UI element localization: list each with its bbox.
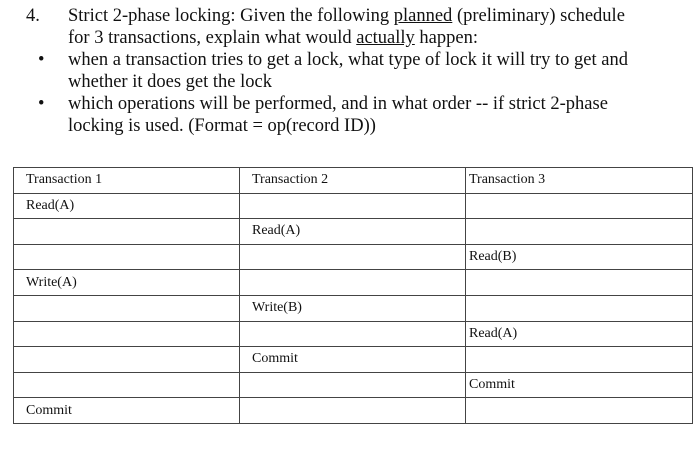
table-cell	[466, 219, 693, 245]
intro-line2-text-2: happen:	[414, 28, 478, 48]
table-cell	[240, 372, 466, 398]
bullet-icon: •	[38, 50, 45, 70]
table-cell	[14, 372, 240, 398]
table-row	[14, 398, 693, 424]
table-header-cell: Transaction 1	[14, 168, 240, 194]
table-cell: Write(B)	[240, 295, 466, 321]
table-row	[14, 347, 693, 373]
table-cell	[466, 295, 693, 321]
table-cell	[240, 321, 466, 347]
bullet-item-2	[26, 93, 694, 115]
table-cell	[14, 244, 240, 270]
table-row	[14, 321, 693, 347]
table-row	[14, 270, 693, 296]
table-cell	[240, 398, 466, 424]
intro-text-2: (preliminary) schedule	[452, 6, 625, 26]
table-cell: Commit	[466, 372, 693, 398]
schedule-table	[13, 167, 693, 424]
bullet-2-line-2: locking is used. (Format = op(record ID))	[68, 116, 376, 136]
table-cell	[466, 347, 693, 373]
table-row	[14, 244, 693, 270]
intro-line2-text-1: for 3 transactions, explain what would	[68, 28, 357, 48]
question-block	[26, 5, 694, 137]
table-cell: Read(A)	[14, 193, 240, 219]
table-cell	[240, 193, 466, 219]
table-row	[14, 193, 693, 219]
table-row	[14, 372, 693, 398]
table-cell	[14, 295, 240, 321]
bullet-icon: •	[38, 94, 45, 114]
table-cell: Write(A)	[14, 270, 240, 296]
table-row	[14, 295, 693, 321]
bullet-2-line-1: which operations will be performed, and in what order -- if strict 2-phase	[68, 94, 608, 114]
table-cell	[240, 244, 466, 270]
table-header-cell: Transaction 2	[240, 168, 466, 194]
question-line-1	[26, 5, 694, 27]
table-row	[14, 219, 693, 245]
table-cell	[466, 398, 693, 424]
table-cell: Commit	[14, 398, 240, 424]
table-cell: Read(A)	[240, 219, 466, 245]
table-cell	[14, 219, 240, 245]
intro-text-1: Strict 2-phase locking: Given the following	[68, 6, 394, 26]
table-cell: Read(A)	[466, 321, 693, 347]
intro-underlined-planned: planned	[393, 6, 453, 26]
table-header-row	[14, 168, 693, 194]
question-number: 4.	[26, 6, 40, 26]
bullet-1-line-2: whether it does get the lock	[68, 72, 272, 92]
bullet-item-1	[26, 49, 694, 71]
intro-underlined-actually: actually	[356, 28, 415, 48]
table-cell	[466, 193, 693, 219]
table-header-cell: Transaction 3	[466, 168, 693, 194]
table-cell: Read(B)	[466, 244, 693, 270]
table-cell	[14, 321, 240, 347]
question-intro	[68, 5, 694, 27]
table-cell	[466, 270, 693, 296]
table-cell	[14, 347, 240, 373]
bullet-1-line-1: when a transaction tries to get a lock, what type of lock it will try to get and	[68, 50, 628, 70]
table-cell	[240, 270, 466, 296]
table-cell: Commit	[240, 347, 466, 373]
question-line-2	[26, 27, 694, 49]
